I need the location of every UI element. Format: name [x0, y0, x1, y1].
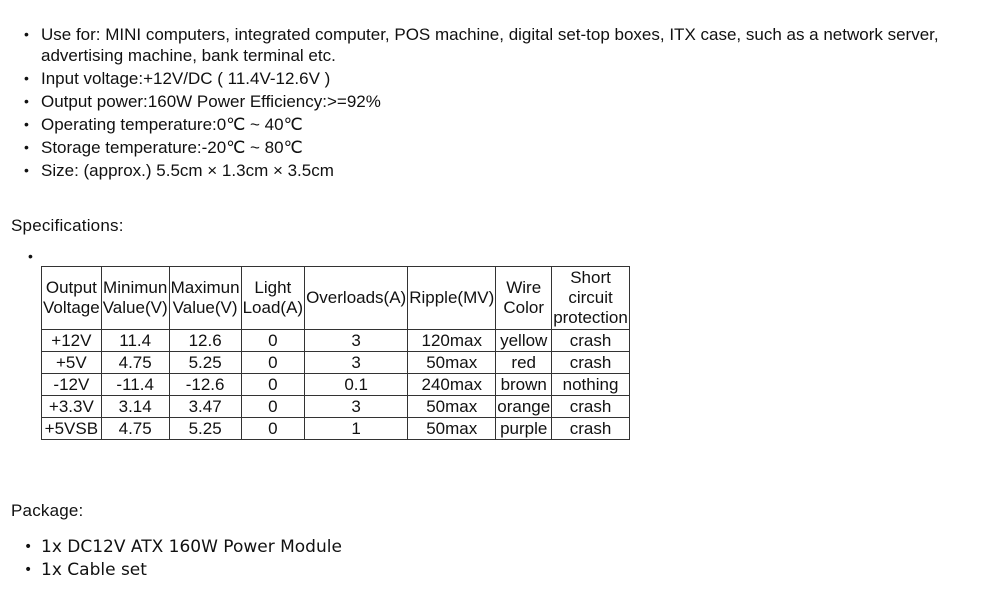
column-header: [241, 267, 304, 330]
column-header-line: Wire: [506, 278, 542, 297]
feature-item: • Use for: MINI computers, integrated computer, POS machine, digital set-top boxes, ITX case, such as a network server, advertising machine, bank terminal etc.: [0, 24, 991, 66]
table-row: [42, 330, 630, 352]
table-cell: red: [496, 352, 552, 374]
feature-item: • Output power:160W Power Efficiency:>=92%: [0, 91, 1000, 112]
table-cell: brown: [496, 374, 552, 396]
table-cell: 50max: [408, 352, 496, 374]
table-cell: crash: [552, 396, 630, 418]
table-cell: 4.75: [101, 352, 169, 374]
feature-item: • Size: (approx.) 5.5cm × 1.3cm × 3.5cm: [0, 160, 1000, 181]
feature-item: • Operating temperature:0℃ ~ 40℃: [0, 114, 1000, 135]
table-cell: 5.25: [169, 418, 241, 440]
column-header-line: Overloads(A): [306, 288, 407, 307]
column-header-line: Light: [254, 278, 292, 297]
table-cell: +12V: [42, 330, 102, 352]
column-header-line: Value(V): [102, 298, 168, 317]
table-cell: 50max: [408, 418, 496, 440]
table-cell: 11.4: [101, 330, 169, 352]
column-header-line: Minimun: [103, 278, 168, 297]
table-row: [42, 352, 630, 374]
bullet-marker: •: [28, 248, 33, 264]
specifications-table: [41, 266, 630, 440]
table-cell: 3: [305, 330, 408, 352]
table-cell: -11.4: [101, 374, 169, 396]
column-header-line: circuit: [568, 288, 613, 307]
table-cell: 1: [305, 418, 408, 440]
table-cell: 0: [241, 396, 304, 418]
specifications-heading: Specifications:: [11, 216, 124, 235]
table-row: [42, 374, 630, 396]
table-body: [42, 330, 630, 440]
package-list: [0, 536, 342, 582]
package-heading: Package:: [11, 501, 84, 520]
table-cell: crash: [552, 418, 630, 440]
table-cell: 50max: [408, 396, 496, 418]
table-cell: 3.14: [101, 396, 169, 418]
table-cell: 4.75: [101, 418, 169, 440]
column-header-line: Maximun: [170, 278, 240, 297]
column-header: [496, 267, 552, 330]
table-cell: 3: [305, 352, 408, 374]
table-cell: 0: [241, 352, 304, 374]
table-header-row: [42, 267, 630, 330]
feature-item: • Storage temperature:-20℃ ~ 80℃: [0, 137, 1000, 158]
column-header: [169, 267, 241, 330]
table-cell: 5.25: [169, 352, 241, 374]
package-item: • 1x Cable set: [0, 559, 342, 581]
table-cell: 3: [305, 396, 408, 418]
table-row: [42, 418, 630, 440]
column-header: [408, 267, 496, 330]
table-cell: nothing: [552, 374, 630, 396]
table-cell: -12.6: [169, 374, 241, 396]
table-cell: 0.1: [305, 374, 408, 396]
table-cell: 12.6: [169, 330, 241, 352]
column-header: [305, 267, 408, 330]
column-header-line: protection: [553, 308, 628, 327]
package-item: • 1x DC12V ATX 160W Power Module: [0, 536, 342, 558]
table-cell: 240max: [408, 374, 496, 396]
column-header: [552, 267, 630, 330]
table-cell: 0: [241, 374, 304, 396]
table-cell: purple: [496, 418, 552, 440]
table-cell: +3.3V: [42, 396, 102, 418]
table-cell: 3.47: [169, 396, 241, 418]
column-header-line: Short: [570, 268, 611, 287]
table-cell: crash: [552, 330, 630, 352]
feature-item: • Input voltage:+12V/DC ( 11.4V-12.6V ): [0, 68, 1000, 89]
table-cell: 0: [241, 330, 304, 352]
column-header-line: Color: [503, 298, 545, 317]
table-cell: +5VSB: [42, 418, 102, 440]
table-cell: crash: [552, 352, 630, 374]
column-header-line: Ripple(MV): [409, 288, 495, 307]
feature-list: [0, 24, 1000, 183]
table-cell: 120max: [408, 330, 496, 352]
table-cell: yellow: [496, 330, 552, 352]
column-header: [42, 267, 102, 330]
table-cell: +5V: [42, 352, 102, 374]
column-header-line: Output: [45, 278, 97, 297]
table-row: [42, 396, 630, 418]
table-cell: -12V: [42, 374, 102, 396]
column-header-line: Voltage: [43, 298, 100, 317]
column-header: [101, 267, 169, 330]
column-header-line: Load(A): [242, 298, 304, 317]
table-cell: 0: [241, 418, 304, 440]
column-header-line: Value(V): [172, 298, 238, 317]
table-cell: orange: [497, 396, 551, 416]
